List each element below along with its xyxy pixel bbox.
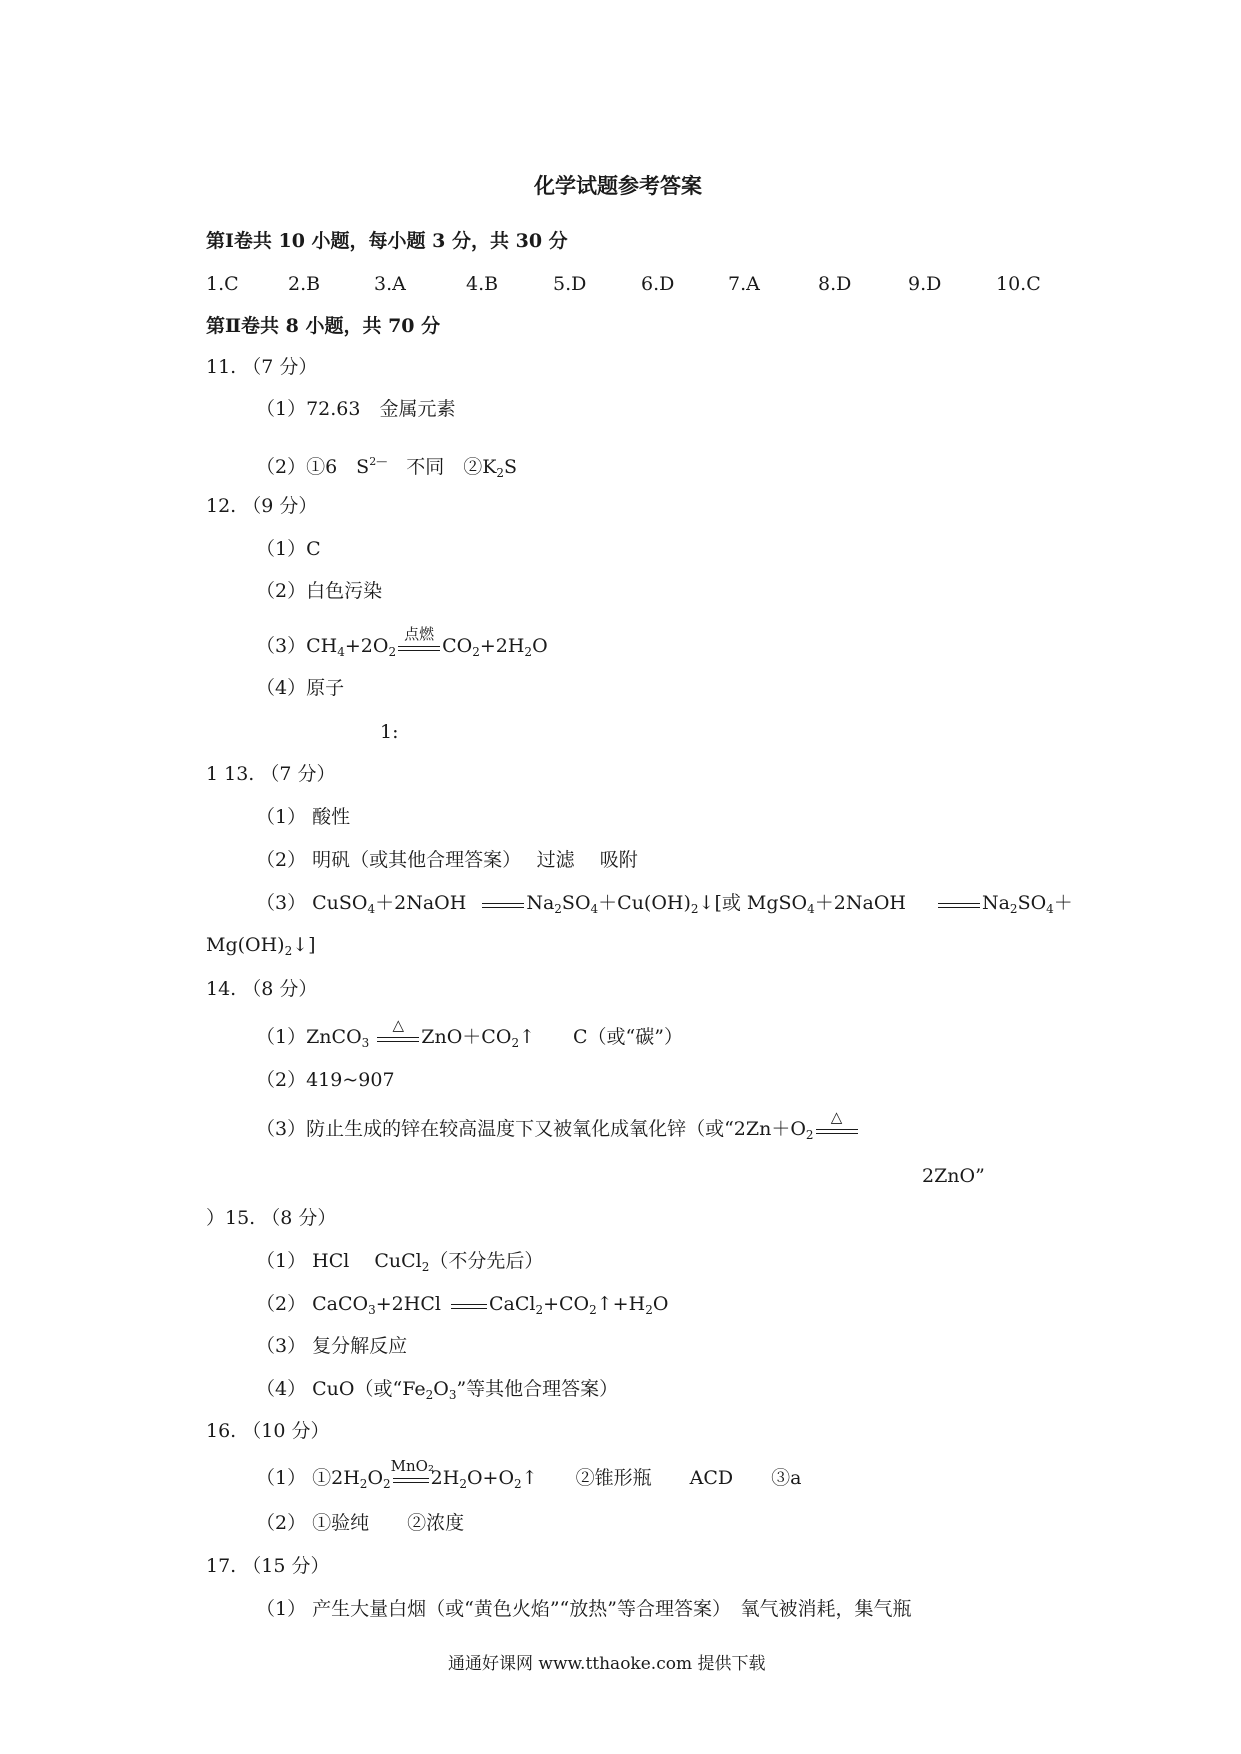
q12-answer-4: （4）原子	[256, 677, 345, 699]
q17-answer-1: （1） 产生大量白烟（或“黄色火焰”“放热”等合理答案） 氧气被消耗，集气瓶	[256, 1598, 912, 1620]
equals-sign	[449, 1292, 489, 1316]
q11-answer-2: （2）①6 $S^{2—}$ 不同 $②K_2S$	[256, 455, 518, 480]
q14-heading: 14. （8 分）	[206, 978, 318, 1000]
q16-heading: 16. （10 分）	[206, 1420, 330, 1442]
q14-answer-3: （3）防止生成的锌在较高温度下又被氧化成氧化锌（或“$2Zn+O_2$ △	[256, 1117, 860, 1147]
reaction-condition-arrow: 点燃	[396, 634, 442, 658]
q16-answer-1: （1） $①2H_2O_2$ MnO₂ $2H_2O+O_2↑$ ②锥形瓶 ACD ③a	[256, 1457, 802, 1491]
q14-answer-1: （1）ZnCO$_3$ △ $ZnO+CO_2↑$ C（或“碳”）	[256, 1016, 683, 1050]
answer-item: 6.D	[641, 273, 675, 295]
answer-item: 8.D	[818, 273, 852, 295]
page-title: 化学试题参考答案	[534, 173, 702, 198]
q12-heading: 12. （9 分）	[206, 495, 318, 517]
q13-answer-3: （3） CuSO$_4$＋2NaOH $Na_2SO_4+Cu(OH)_2↓$[或 MgSO$_4$＋2NaOH $Na_2SO_4+$	[256, 892, 1073, 916]
equals-sign	[480, 891, 526, 915]
q14-answer-2: （2）419~907	[256, 1069, 395, 1091]
q12-ratio: 1:	[380, 721, 399, 743]
equals-sign	[936, 891, 982, 915]
catalyst-condition-arrow: MnO₂	[391, 1466, 431, 1490]
q13-answer-1: （1） 酸性	[256, 806, 351, 828]
q15-heading: ）15. （8 分）	[206, 1207, 337, 1229]
heat-condition-arrow: △	[814, 1117, 860, 1141]
q17-heading: 17. （15 分）	[206, 1555, 330, 1577]
q11-heading: 11. （7 分）	[206, 356, 318, 378]
answer-item: 4.B	[466, 273, 499, 295]
q13-answer-3-continued: $Mg(OH)_2↓$]	[206, 934, 316, 958]
answer-item: 10.C	[996, 273, 1041, 295]
answer-item: 7.A	[728, 273, 760, 295]
q15-answer-3: （3） 复分解反应	[256, 1335, 408, 1357]
heat-condition-arrow: △	[375, 1025, 421, 1049]
q12-answer-2: （2）白色污染	[256, 580, 383, 602]
q15-answer-4: （4） CuO（或“$Fe_2O_3$”等其他合理答案）	[256, 1378, 619, 1402]
q13-answer-2: （2） 明矾（或其他合理答案） 过滤 吸附	[256, 849, 638, 871]
answer-item: 5.D	[553, 273, 587, 295]
q12-answer-1: （1）C	[256, 538, 321, 560]
q11-answer-1: （1）72.63 金属元素	[256, 398, 456, 420]
answer-item: 9.D	[908, 273, 942, 295]
download-footer: 通通好课网 www.tthaoke.com 提供下载	[448, 1654, 766, 1674]
q13-heading: 1 13. （7 分）	[206, 763, 336, 785]
q14-answer-3-continued: 2ZnO”	[922, 1165, 985, 1187]
answer-item: 1.C	[206, 273, 239, 295]
part1-heading: 第Ⅰ卷共 10 小题，每小题 3 分，共 30 分	[206, 230, 568, 252]
q12-answer-3: $(3)CH_4+2O_2$ 点燃 $CO_2+2H_2O$	[256, 625, 548, 659]
q15-answer-2: （2） CaCO$_3$+2HCl $CaCl_2+CO_2↑+H_2O$	[256, 1293, 669, 1317]
answer-item: 2.B	[288, 273, 321, 295]
part2-heading: 第Ⅱ卷共 8 小题，共 70 分	[206, 315, 441, 337]
q15-answer-1: （1） HCl CuCl$_2$（不分先后）	[256, 1250, 544, 1274]
q16-answer-2: （2） ①验纯 ②浓度	[256, 1512, 465, 1534]
answer-item: 3.A	[374, 273, 406, 295]
